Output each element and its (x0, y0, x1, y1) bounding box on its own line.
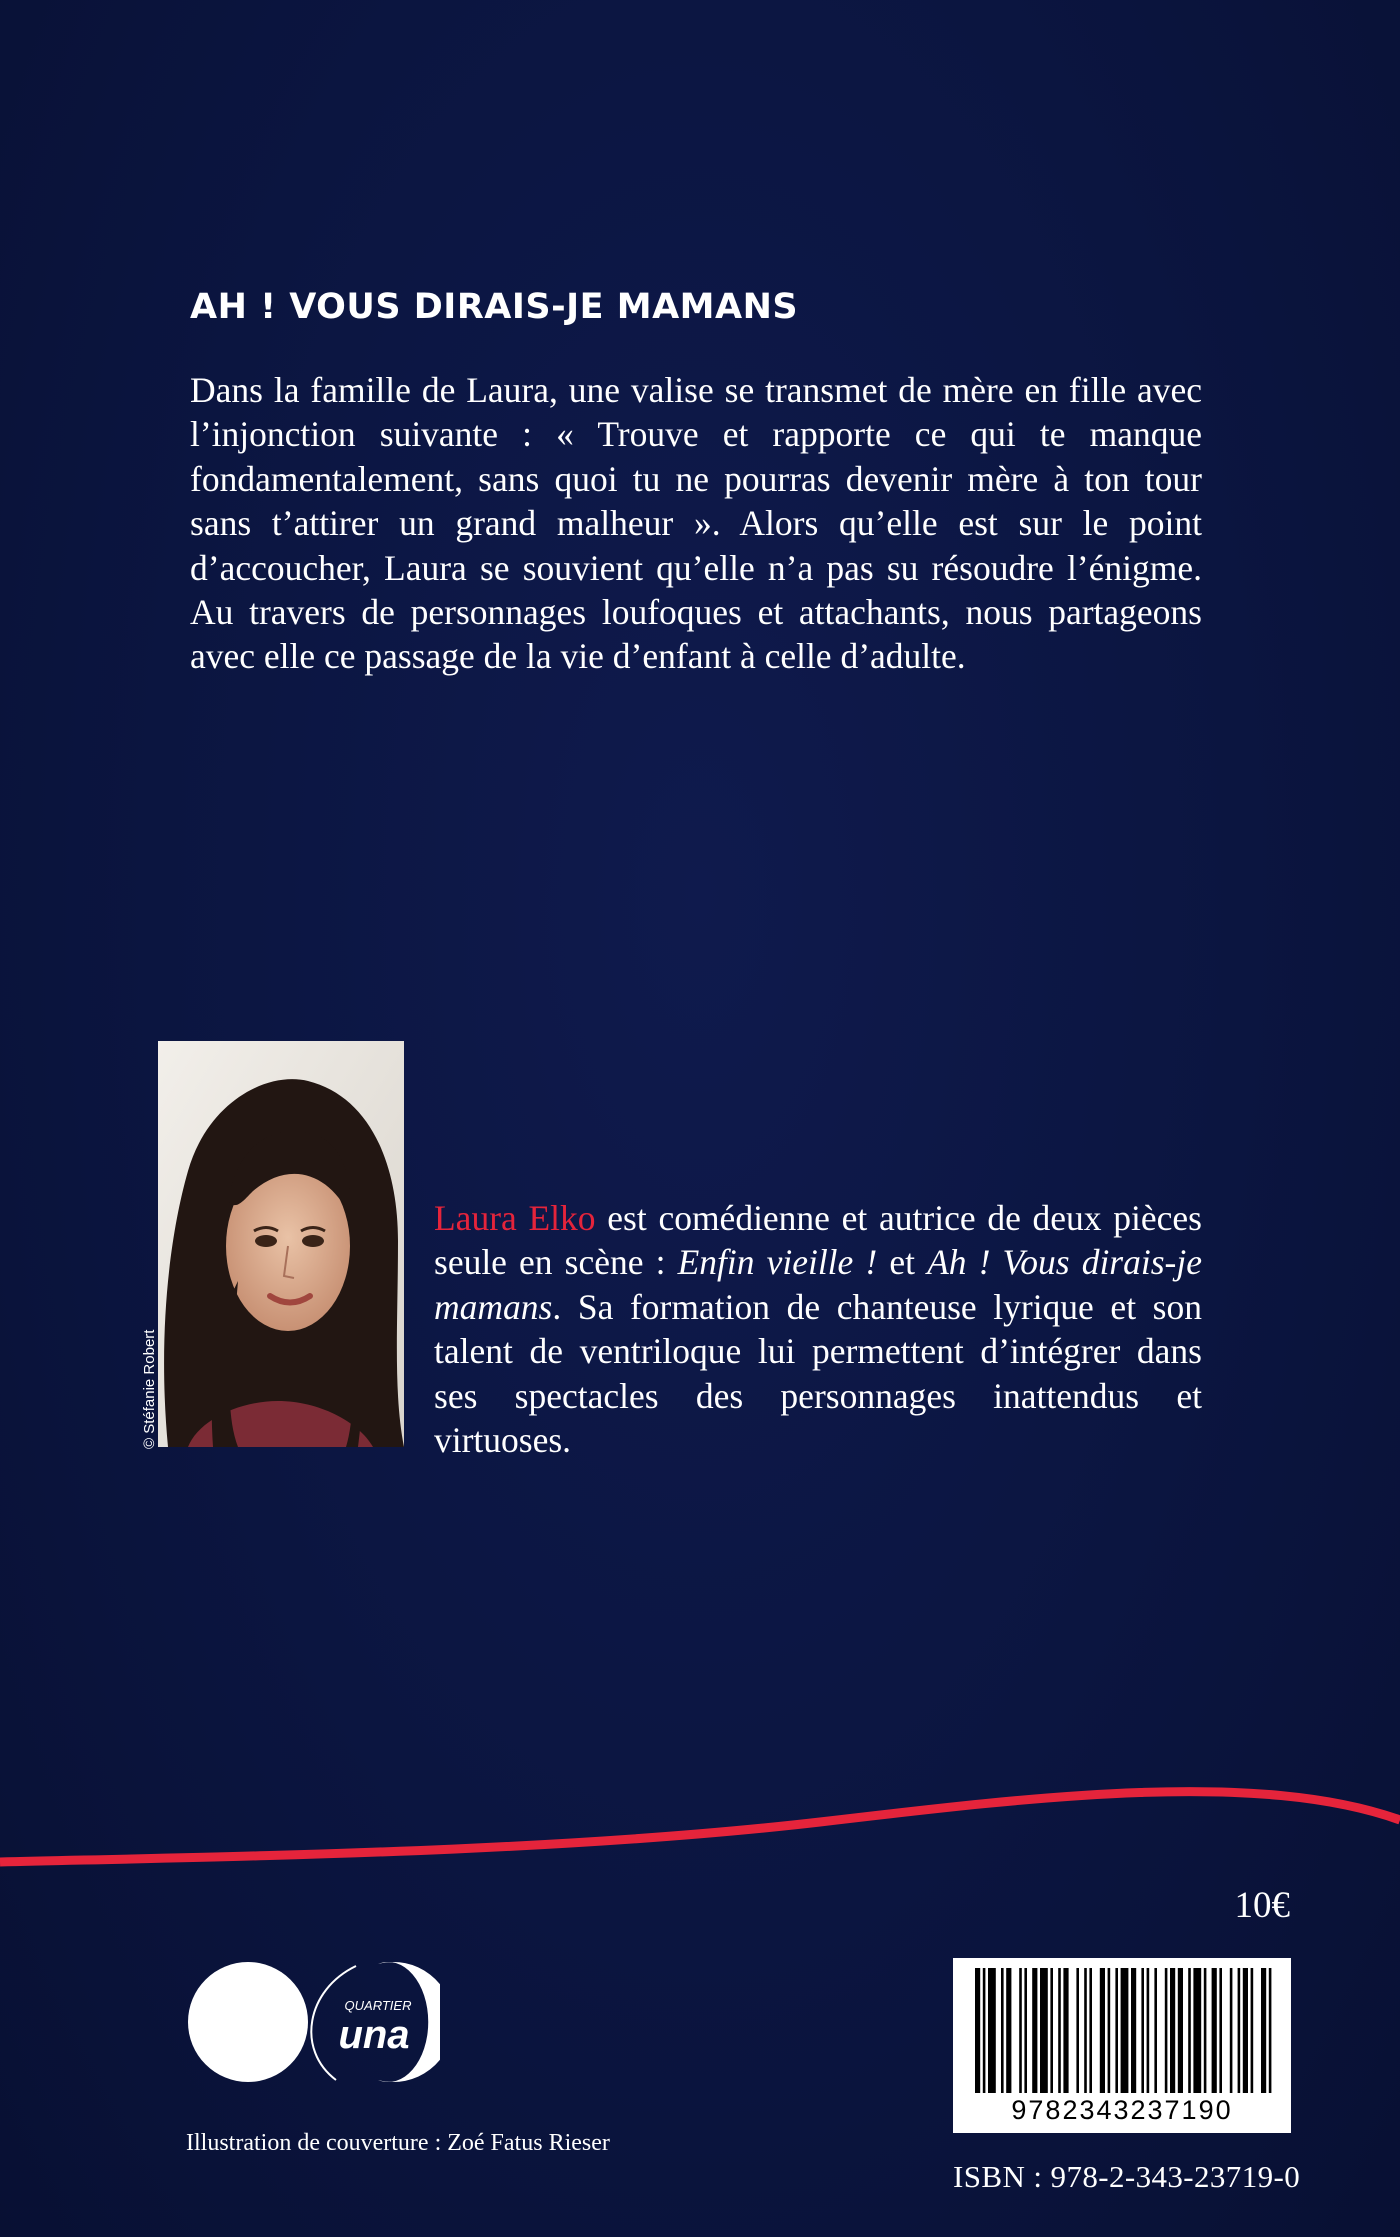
barcode-bar (988, 1968, 996, 2093)
barcode-bar (975, 1968, 980, 2093)
photo-credit: © Stéfanie Robert (141, 1329, 158, 1449)
barcode-bar (983, 1968, 986, 2093)
isbn: ISBN : 978-2-343-23719-0 (953, 2159, 1301, 2194)
author-bio (434, 1196, 1202, 1462)
barcode-bar (1019, 1968, 1022, 2093)
barcode-bar (1084, 1968, 1087, 2093)
barcode-bar (1001, 1968, 1004, 2093)
barcode-bar (1154, 1968, 1157, 2093)
barcode-bar (1076, 1968, 1079, 2093)
price: 10€ (1234, 1885, 1290, 1926)
barcode-bar (1261, 1968, 1266, 2093)
barcode-bar (1024, 1968, 1027, 2093)
barcode-bar (1058, 1968, 1061, 2093)
barcode-digits: 9782343237190 (1011, 2095, 1233, 2125)
barcode-bar (1141, 1968, 1144, 2093)
barcode-bar (1212, 1968, 1217, 2093)
barcode-bar (1170, 1968, 1175, 2093)
book-blurb: Dans la famille de Laura, une valise se transmet de mère en fille avec l’injonction suivante : « Trouve et rapporte ce qui te manque fondamentalement, sans quoi tu ne pourras devenir mère à ton tour sans t’attirer un grand malheur ». Alors qu’elle est sur le point d’accoucher, Laura se souvient qu’elle n’a pas su résoudre l’énigme. Au travers de personnages loufoques et attachants, nous partageons avec elle ce passage de la vie d’enfant à celle d’adulte. (190, 370, 1202, 677)
barcode-bar (1219, 1968, 1222, 2093)
illustration-credit: Illustration de couverture : Zoé Fatus Rieser (186, 2130, 610, 2156)
barcode-bar (1193, 1968, 1201, 2093)
barcode-bars (971, 1968, 1273, 2093)
barcode-bar (1100, 1968, 1105, 2093)
work-title: Enfin vieille ! (677, 1242, 878, 1283)
publisher-logo (186, 1960, 440, 2084)
bio-text: et (877, 1242, 928, 1283)
book-title: AH ! VOUS DIRAIS-JE MAMANS (190, 287, 799, 327)
barcode-bar (1131, 1968, 1136, 2093)
barcode-bar (1089, 1968, 1092, 2093)
barcode-bar (1147, 1968, 1150, 2093)
barcode-bar (1243, 1968, 1248, 2093)
barcode-bar (1204, 1968, 1207, 2093)
red-wave-divider (0, 1760, 1400, 1880)
barcode (953, 1958, 1291, 2133)
barcode-bar (1178, 1968, 1183, 2093)
author-name: Laura Elko (434, 1198, 596, 1238)
barcode-bar (1006, 1968, 1011, 2093)
barcode-bar (1108, 1968, 1111, 2093)
bio-text: est comédienne et autrice de deux pièces seule en scène : (434, 1198, 1202, 1283)
bio-text: . Sa formation de chanteuse lyrique et son talent de ventriloque lui permettent d’intégrer dans ses spectacles des personnages inattendus et virtuoses. (434, 1286, 1202, 1461)
barcode-bar (1063, 1968, 1068, 2093)
author-photo (158, 1041, 404, 1447)
barcode-bar (1251, 1968, 1254, 2093)
barcode-bar (1032, 1968, 1037, 2093)
barcode-bar (1188, 1968, 1191, 2093)
barcode-bar (1121, 1968, 1129, 2093)
work-title: Ah ! Vous dirais-je mamans (434, 1242, 1202, 1327)
barcode-bar (1238, 1968, 1241, 2093)
barcode-bar (1230, 1968, 1233, 2093)
barcode-bar (1269, 1968, 1272, 2093)
logo-text-una: una (338, 2013, 410, 2057)
barcode-bar (1115, 1968, 1118, 2093)
barcode-bar (1040, 1968, 1048, 2093)
logo-text-quartier: QUARTIER (344, 1998, 412, 2013)
barcode-bar (1165, 1968, 1168, 2093)
barcode-bar (1050, 1968, 1053, 2093)
